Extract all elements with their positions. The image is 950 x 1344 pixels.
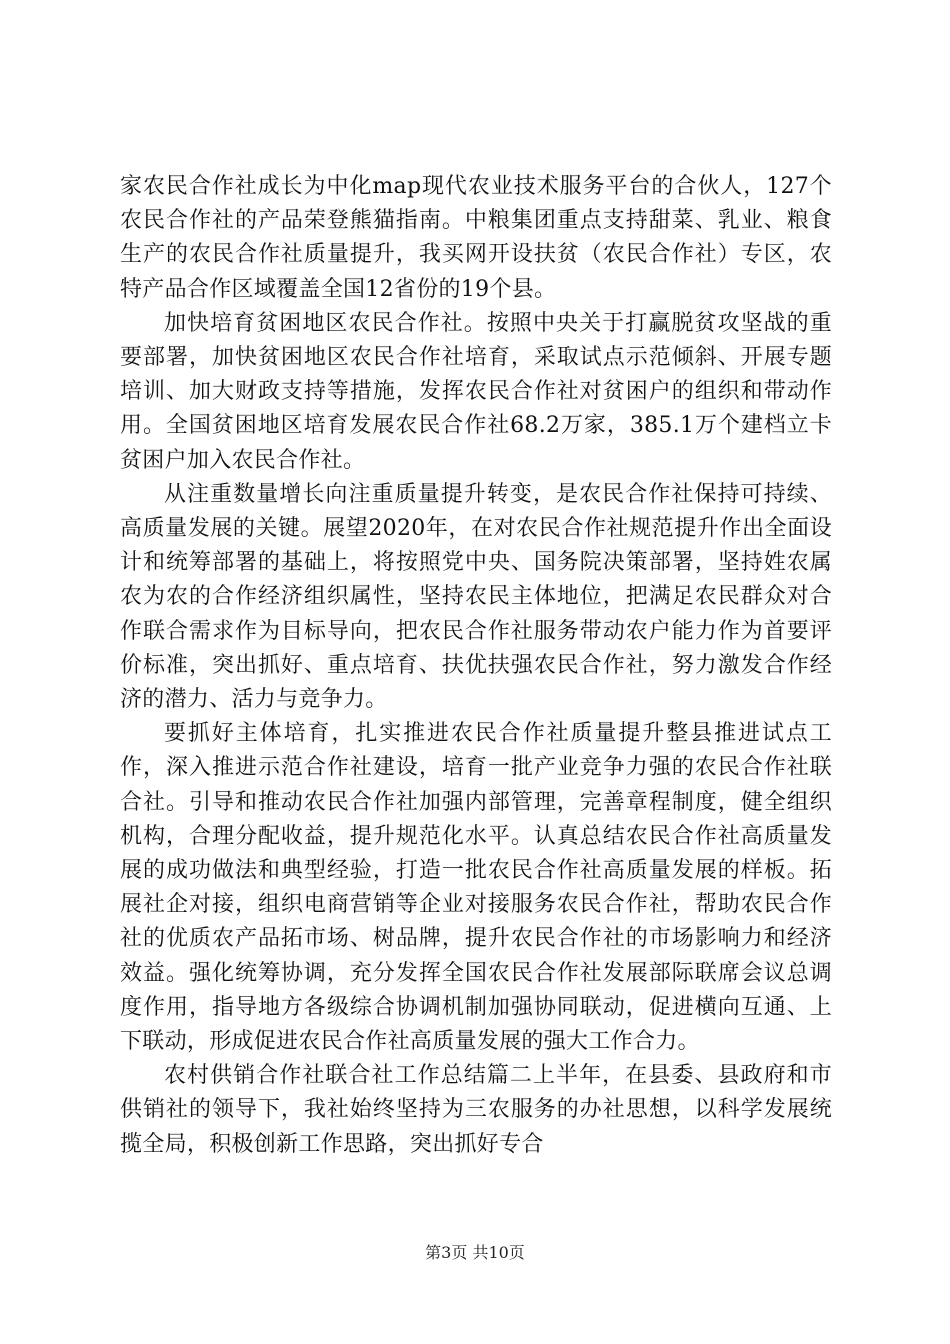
document-body (120, 170, 832, 1162)
paragraph: 农村供销合作社联合社工作总结篇二上半年，在县委、县政府和市供销社的领导下，我社始终坚持为三农服务的办社思想，以科学发展统揽全局，积极创新工作思路，突出抓好专合 (120, 1063, 832, 1157)
paragraph: 加快培育贫困地区农民合作社。按照中央关于打赢脱贫攻坚战的重要部署，加快贫困地区农民合作社培育，采取试点示范倾斜、开展专题培训、加大财政支持等措施，发挥农民合作社对贫困户的组织和带动作用。全国贫困地区培育发展农民合作社68.2万家，385.1万个建档立卡贫困户加入农民合作社。 (120, 310, 832, 473)
paragraph: 从注重数量增长向注重质量提升转变，是农民合作社保持可持续、高质量发展的关键。展望2020年，在对农民合作社规范提升作出全面设计和统筹部署的基础上，将按照党中央、国务院决策部署，坚持姓农属农为农的合作经济组织属性，坚持农民主体地位，把满足农民群众对合作联合需求作为目标导向，把农民合作社服务带动农户能力作为首要评价标准，突出抓好、重点培育、扶优扶强农民合作社，努力激发合作经济的潜力、活力与竞争力。 (120, 481, 832, 713)
paragraph-continued: 家农民合作社成长为中化map现代农业技术服务平台的合伙人，127个农民合作社的产品荣登熊猫指南。中粮集团重点支持甜菜、乳业、粮食生产的农民合作社质量提升，我买网开设扶贫（农民合作社）专区，农特产品合作区域覆盖全国12省份的19个县。 (120, 174, 832, 302)
paragraph: 要抓好主体培育，扎实推进农民合作社质量提升整县推进试点工作，深入推进示范合作社建设，培育一批产业竞争力强的农民合作社联合社。引导和推动农民合作社加强内部管理，完善章程制度，健全组织机构，合理分配收益，提升规范化水平。认真总结农民合作社高质量发展的成功做法和典型经验，打造一批农民合作社高质量发展的样板。拓展社企对接，组织电商营销等企业对接服务农民合作社，帮助农民合作社的优质农产品拓市场、树品牌，提升农民合作社的市场影响力和经济效益。强化统筹协调，充分发挥全国农民合作社发展部际联席会议总调度作用，指导地方各级综合协调机制加强协同联动，促进横向互通、上下联动，形成促进农民合作社高质量发展的强大工作合力。 (120, 721, 832, 1055)
page-number-footer: 第3页 共10页 (425, 1243, 525, 1262)
